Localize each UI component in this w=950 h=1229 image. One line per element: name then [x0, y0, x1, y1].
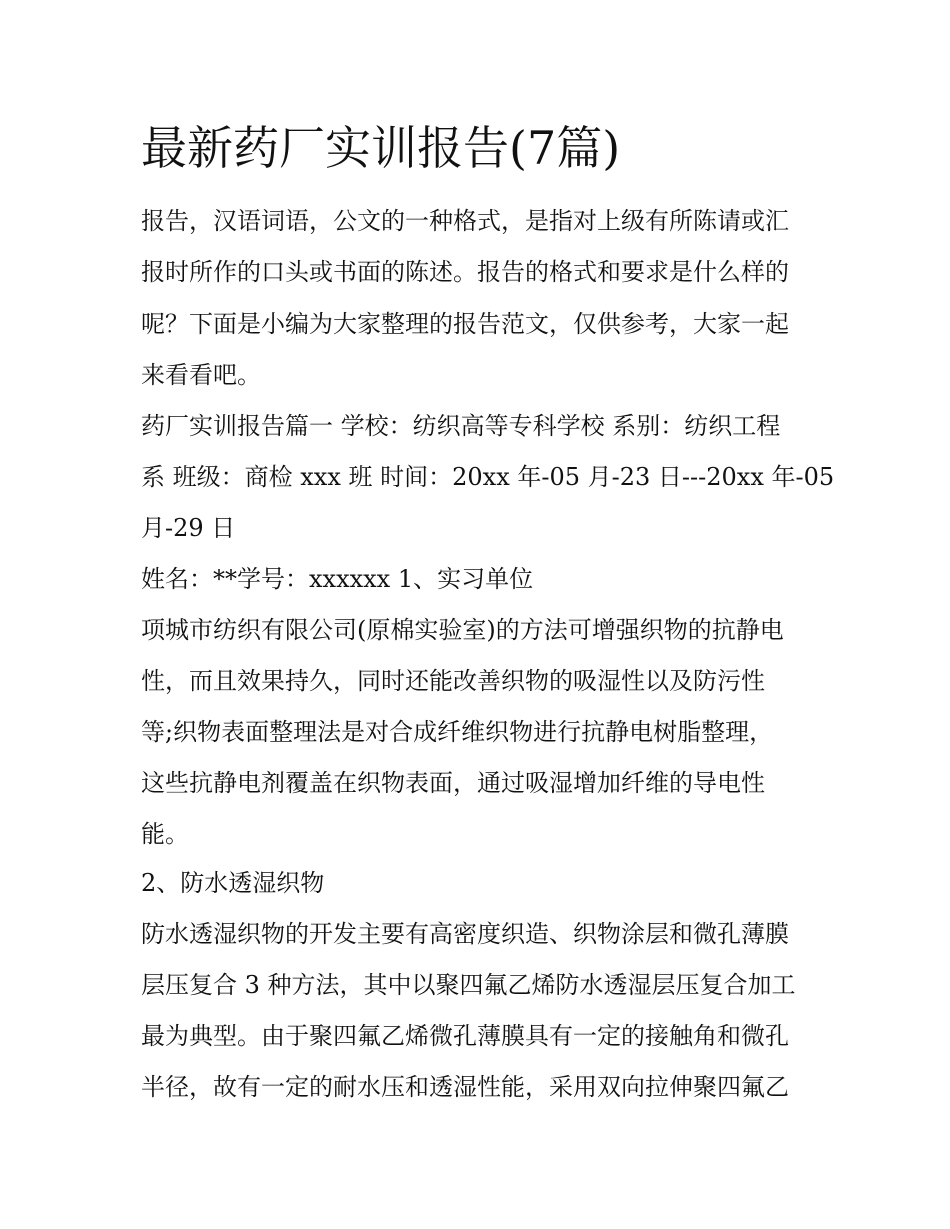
text-line: 性，而且效果持久，同时还能改善织物的吸湿性以及防污性	[141, 667, 765, 695]
text-line: 防水透湿织物的开发主要有高密度织造、织物涂层和微孔薄膜	[141, 920, 789, 948]
text-line: 来看看吧。	[141, 361, 261, 389]
text-line: 2、防水透湿织物	[141, 869, 325, 897]
text-line: 能。	[141, 820, 189, 848]
text-line: 系 班级：商检 xxx 班 时间：20xx 年-05 月-23 日---20xx 年-05	[141, 463, 835, 491]
text-line: 半径，故有一定的耐水压和透湿性能，采用双向拉伸聚四氟乙	[141, 1073, 789, 1101]
text-line: 这些抗静电剂覆盖在织物表面，通过吸湿增加纤维的导电性	[141, 769, 765, 797]
text-line: 月-29 日	[141, 514, 236, 542]
text-line: 等;织物表面整理法是对合成纤维织物进行抗静电树脂整理，	[141, 718, 774, 746]
text-line: 呢？下面是小编为大家整理的报告范文，仅供参考，大家一起	[141, 310, 789, 338]
text-line: 报时所作的口头或书面的陈述。报告的格式和要求是什么样的	[141, 258, 789, 286]
text-line: 报告，汉语词语，公文的一种格式，是指对上级有所陈请或汇	[141, 207, 789, 235]
text-line: 层压复合 3 种方法，其中以聚四氟乙烯防水透湿层压复合加工	[141, 971, 796, 999]
text-line: 项城市纺织有限公司(原棉实验室)的方法可增强织物的抗静电	[141, 616, 784, 644]
text-line: 姓名：**学号：xxxxxx 1、实习单位	[141, 565, 534, 593]
text-line: 药厂实训报告篇一 学校：纺织高等专科学校 系别：纺织工程	[141, 412, 781, 440]
text-line: 最为典型。由于聚四氟乙烯微孔薄膜具有一定的接触角和微孔	[141, 1022, 789, 1050]
document-title: 最新药厂实训报告(7篇)	[141, 121, 621, 175]
